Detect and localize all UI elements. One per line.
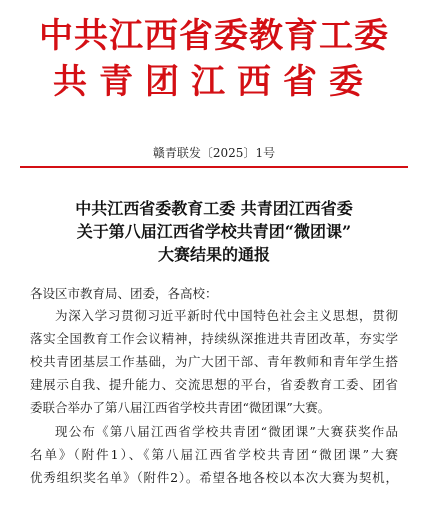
salutation: 各设区市教育局、团委，各高校： — [30, 286, 218, 301]
paragraph-1-line: 为深入学习贯彻习近平新时代中国特色社会主义思想，贯彻 — [55, 308, 398, 323]
title-line-2: 关于第八届江西省学校共青团“微团课” — [76, 222, 352, 241]
paragraph-1 — [30, 304, 398, 419]
paragraph-1-line: 建展示自我、提升能力、交流思想的平台，省委教育工委、团省 — [30, 377, 398, 392]
red-divider-line — [20, 166, 408, 168]
title-line-1: 中共江西省委教育工委 共青团江西省委 — [75, 199, 353, 218]
paragraph-1-line: 落实全国教育工作会议精神，持续纵深推进共青团改革，夯实学 — [30, 331, 398, 346]
paragraph-2 — [30, 420, 398, 489]
paragraph-2-line: 现公布《第八届江西省学校共青团“微团课”大赛获奖作品 — [55, 424, 398, 439]
paragraph-1-line: 委联合举办了第八届江西省学校共青团“微团课”大赛。 — [30, 400, 331, 415]
issuer-header-line-1: 中共江西省委教育工委 — [39, 16, 389, 56]
title-line-3: 大赛结果的通报 — [157, 245, 270, 264]
paragraph-1-line: 校共青团基层工作基础，为广大团干部、青年教师和青年学生搭 — [30, 354, 398, 369]
document-title — [0, 197, 428, 266]
paragraph-2-line: 优秀组织奖名单》（附件2）。希望各地各校以本次大赛为契机， — [30, 470, 398, 485]
issuer-header-line-2: 共青团江西省委 — [53, 62, 375, 102]
document-number: 赣青联发〔2025〕1号 — [152, 146, 276, 160]
paragraph-2-line: 名单》（附件1）、《第八届江西省学校共青团“微团课”大赛 — [30, 447, 398, 462]
